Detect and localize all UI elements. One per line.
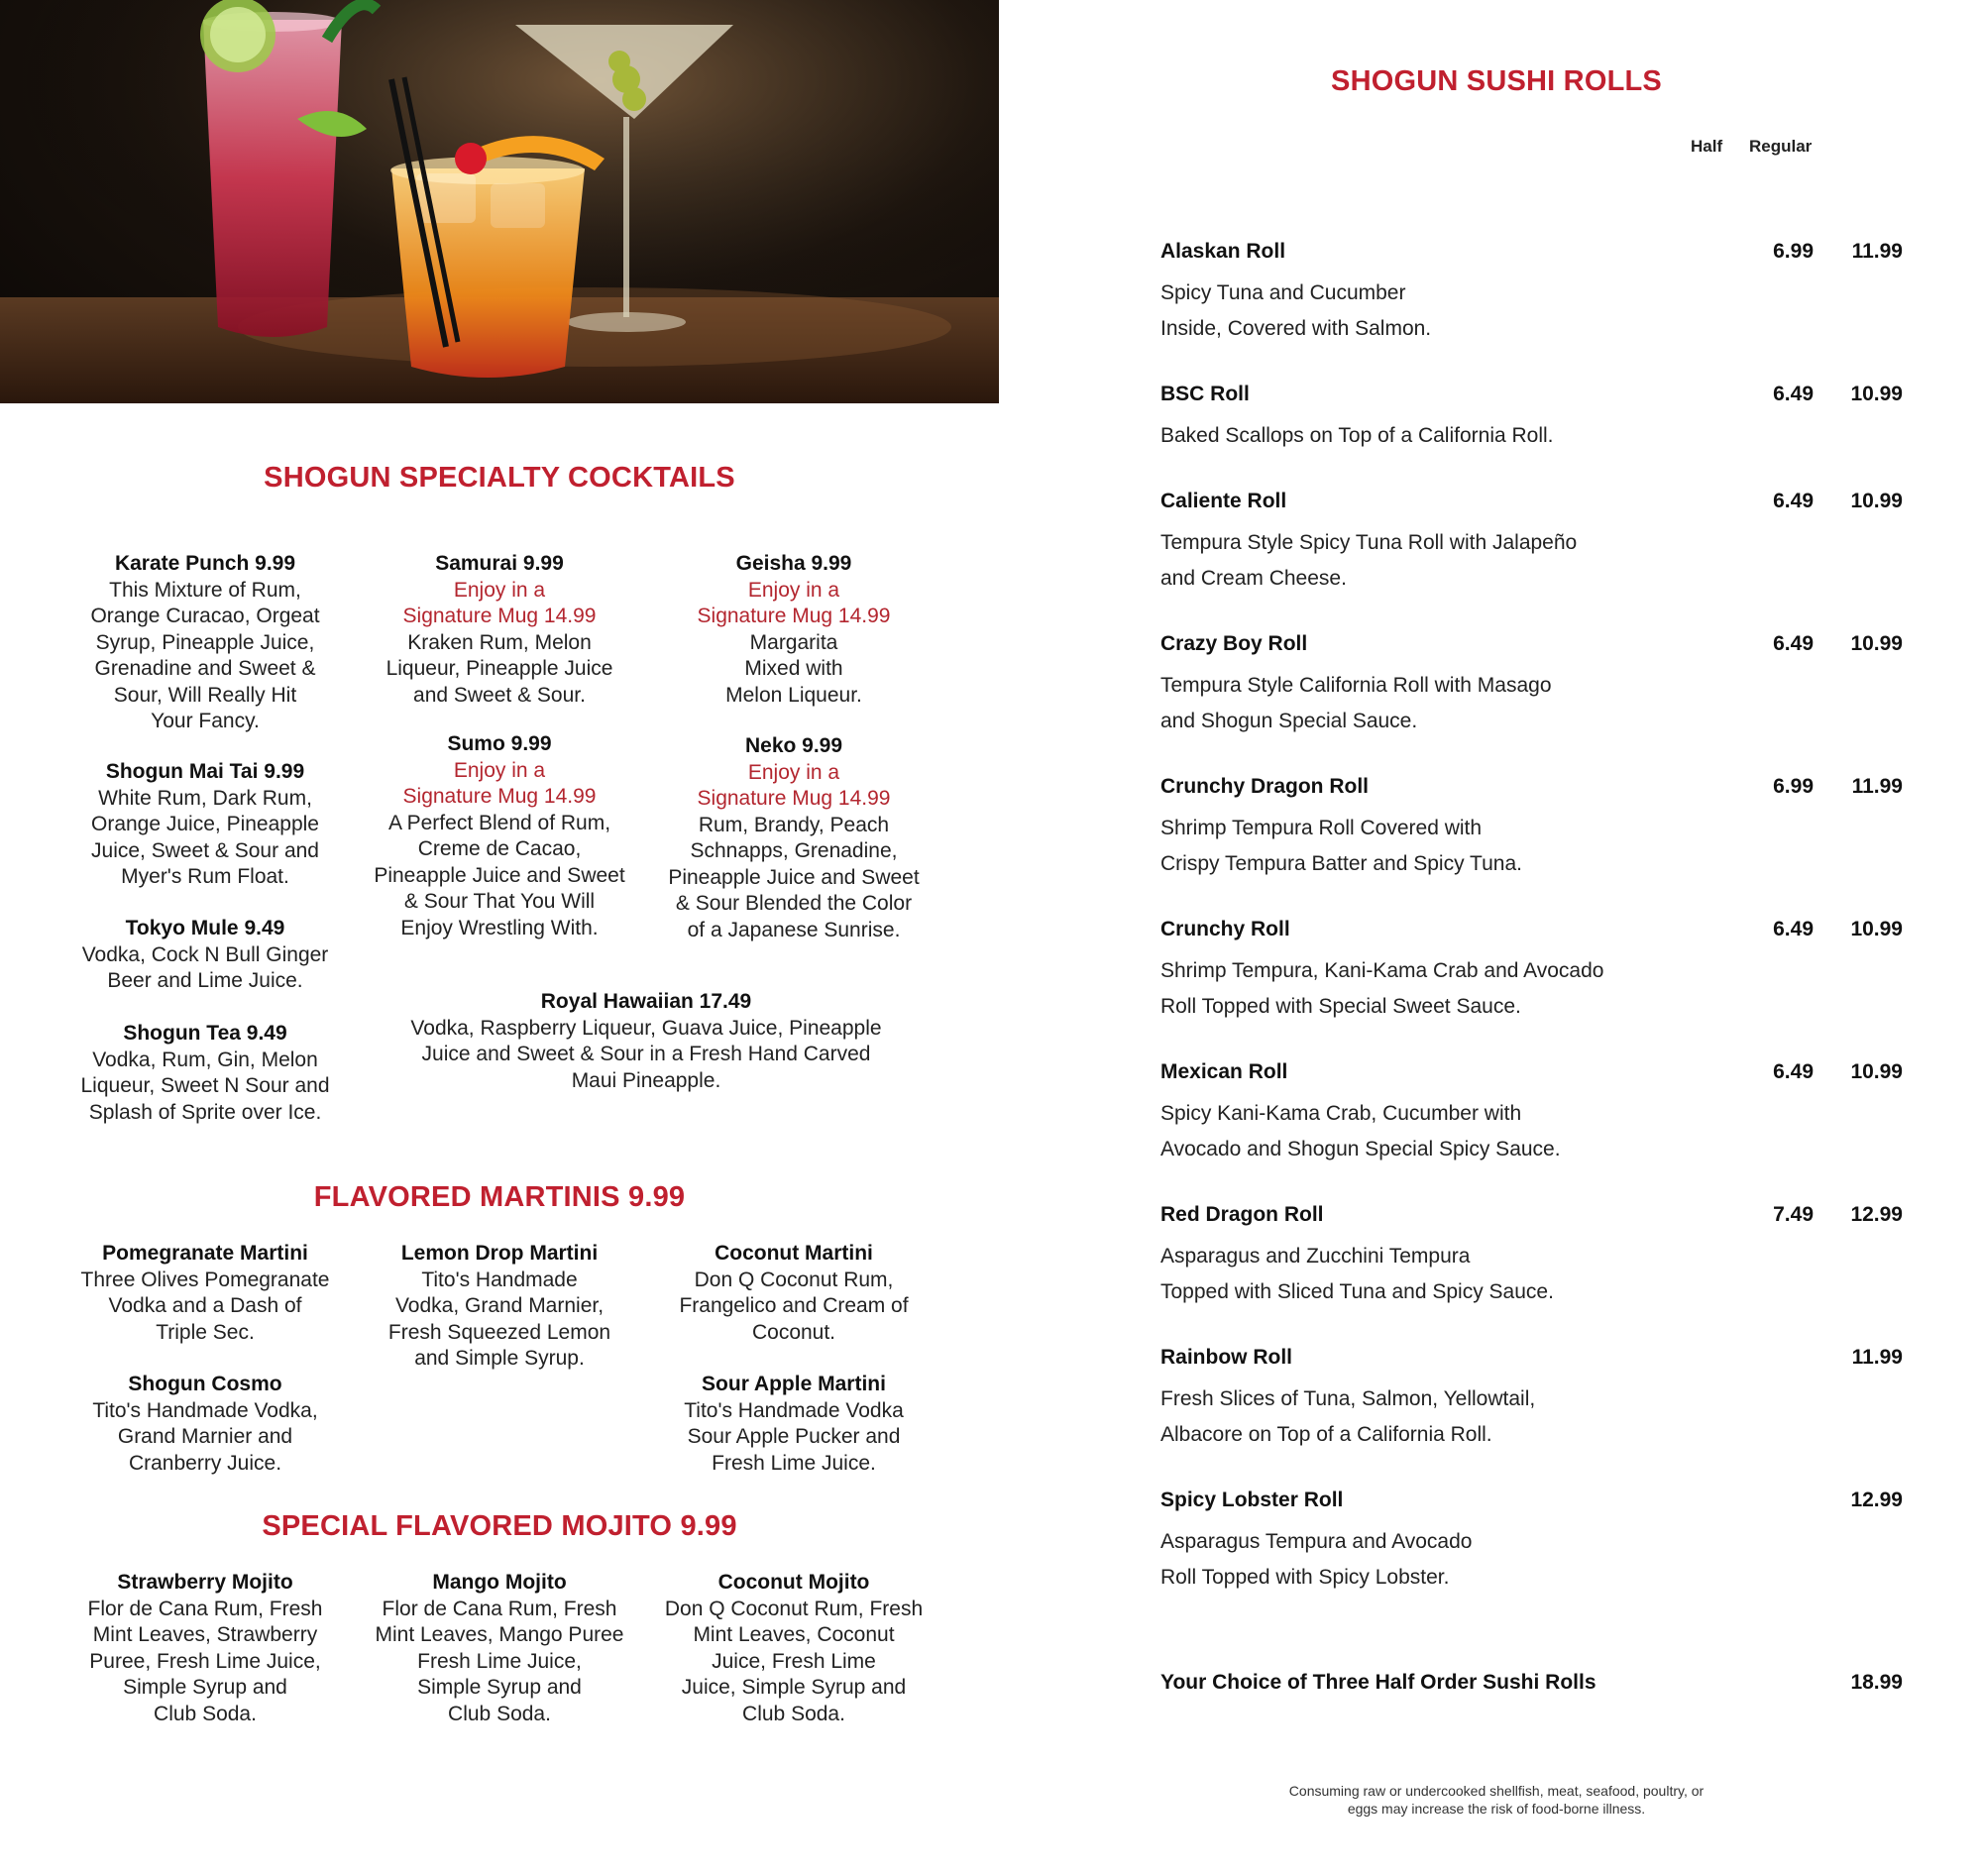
roll-regular-price: 12.99 (1850, 1489, 1903, 1511)
roll-description (1160, 1524, 1472, 1596)
cocktail-desc-line: This Mixture of Rum, (109, 578, 301, 602)
cocktail-desc-line: White Rum, Dark Rum, (98, 786, 312, 810)
cocktails-photo (0, 0, 999, 403)
sushi-heading: SHOGUN SUSHI ROLLS (1331, 65, 1662, 97)
roll-desc-line: and Cream Cheese. (1160, 567, 1347, 590)
roll-desc-line: Tempura Style Spicy Tuna Roll with Jalapeño (1160, 531, 1578, 554)
cocktail-name: Shogun Tea 9.49 (123, 1022, 287, 1045)
roll-desc-line: Shrimp Tempura, Kani-Kama Crab and Avocado (1160, 959, 1604, 982)
roll-desc-line: Baked Scallops on Top of a California Roll. (1160, 424, 1554, 447)
cocktail-name: Tokyo Mule 9.49 (125, 917, 285, 939)
cocktail-name: Neko 9.99 (744, 734, 843, 757)
cocktail-desc-line: & Sour That You Will (403, 890, 596, 913)
cocktail-desc-line: Vodka, Rum, Gin, Melon (92, 1048, 318, 1071)
signature-mug-offer: Signature Mug 14.99 (402, 785, 597, 808)
cocktail-name: Samurai 9.99 (435, 552, 564, 575)
disclaimer-line: eggs may increase the risk of food-borne illness. (1347, 1801, 1646, 1817)
cocktail-desc-line: Pineapple Juice and Sweet (374, 863, 625, 887)
mojito-desc-line: Flor de Cana Rum, Fresh (87, 1597, 323, 1620)
roll-name: BSC Roll (1160, 383, 1250, 405)
signature-mug-offer: Signature Mug 14.99 (697, 605, 891, 627)
cocktails-illustration (0, 0, 999, 403)
cocktail-desc-line: Orange Juice, Pineapple (91, 813, 319, 835)
food-safety-disclaimer (1239, 1782, 1754, 1818)
martini-name: Sour Apple Martini (702, 1373, 886, 1395)
roll-regular-price: 10.99 (1850, 383, 1903, 405)
roll-regular-price: 10.99 (1850, 918, 1903, 940)
roll-description (1160, 811, 1522, 882)
roll-description (1160, 525, 1577, 597)
cocktail-name: Geisha 9.99 (735, 552, 852, 575)
cocktails-heading: SHOGUN SPECIALTY COCKTAILS (264, 462, 735, 494)
cocktail-desc-line: Kraken Rum, Melon (407, 630, 592, 654)
cocktail-desc-line: Sour, Will Really Hit (113, 683, 297, 707)
mojito-desc-line: Don Q Coconut Rum, Fresh (664, 1597, 924, 1620)
cocktail-desc-line: Margarita (749, 630, 838, 654)
half-column-label: Half (1691, 137, 1723, 156)
mojito-coconut (655, 1570, 933, 1727)
roll-half-price: 6.99 (1773, 775, 1814, 798)
signature-mug-offer: Signature Mug 14.99 (697, 787, 891, 810)
martini-shogun-cosmo (66, 1372, 344, 1477)
cocktail-desc-line: & Sour Blended the Color (675, 892, 913, 915)
cocktail-desc-line: and Sweet & Sour. (413, 683, 586, 707)
martini-desc-line: Three Olives Pomegranate (80, 1268, 330, 1291)
martini-desc-line: Triple Sec. (156, 1320, 255, 1344)
martini-desc-line: Cranberry Juice. (128, 1451, 282, 1475)
mojito-desc-line: Flor de Cana Rum, Fresh (382, 1597, 617, 1620)
cocktail-desc-line: Grenadine and Sweet & (94, 657, 316, 680)
signature-mug-offer: Enjoy in a (453, 758, 546, 782)
roll-regular-price: 10.99 (1850, 632, 1903, 655)
roll-desc-line: Roll Topped with Spicy Lobster. (1160, 1566, 1450, 1589)
roll-name: Red Dragon Roll (1160, 1203, 1324, 1226)
roll-name: Crazy Boy Roll (1160, 632, 1308, 655)
cocktail-desc-line: Juice, Sweet & Sour and (91, 838, 319, 862)
martini-desc-line: Don Q Coconut Rum, (694, 1268, 894, 1291)
cocktail-desc-line: Splash of Sprite over Ice. (88, 1100, 322, 1124)
martini-desc-line: Frangelico and Cream of (679, 1294, 909, 1317)
roll-regular-price: 10.99 (1850, 1060, 1903, 1083)
mojitos-heading: SPECIAL FLAVORED MOJITO 9.99 (262, 1510, 737, 1542)
roll-description (1160, 1381, 1535, 1453)
martini-desc-line: Grand Marnier and (117, 1425, 293, 1448)
martinis-heading: FLAVORED MARTINIS 9.99 (313, 1181, 686, 1213)
roll-name: Rainbow Roll (1160, 1346, 1292, 1369)
cocktail-sumo (361, 731, 638, 941)
roll-half-price: 6.99 (1773, 240, 1814, 263)
roll-regular-price: 11.99 (1851, 240, 1903, 263)
cocktail-desc-line: Liqueur, Sweet N Sour and (80, 1074, 330, 1097)
cocktail-shogun-mai-tai (66, 759, 344, 891)
signature-mug-offer: Signature Mug 14.99 (402, 605, 597, 627)
martini-desc-line: Tito's Handmade (421, 1268, 578, 1291)
roll-desc-line: Roll Topped with Special Sweet Sauce. (1160, 995, 1521, 1018)
cocktail-name: Sumo 9.99 (447, 732, 552, 755)
mojito-desc-line: Club Soda. (154, 1702, 257, 1725)
mojito-desc-line: Juice, Simple Syrup and (681, 1676, 907, 1699)
cocktail-samurai (361, 551, 638, 709)
roll-description (1160, 668, 1552, 739)
roll-desc-line: Avocado and Shogun Special Spicy Sauce. (1160, 1138, 1561, 1160)
roll-description (1160, 418, 1554, 454)
three-half-rolls-combo: Your Choice of Three Half Order Sushi Rolls (1160, 1671, 1597, 1694)
roll-name: Alaskan Roll (1160, 240, 1286, 263)
roll-desc-line: Inside, Covered with Salmon. (1160, 317, 1432, 340)
cocktail-name: Karate Punch 9.99 (114, 552, 296, 575)
martini-desc-line: Tito's Handmade Vodka (684, 1398, 904, 1422)
roll-desc-line: Albacore on Top of a California Roll. (1160, 1423, 1492, 1446)
cocktail-name: Shogun Mai Tai 9.99 (105, 760, 305, 783)
cocktail-desc-line: Juice and Sweet & Sour in a Fresh Hand Carved (421, 1043, 871, 1065)
mojito-desc-line: Mint Leaves, Coconut (693, 1623, 895, 1646)
cocktail-karate-punch (66, 551, 344, 735)
cocktail-desc-line: of a Japanese Sunrise. (687, 918, 901, 941)
martini-desc-line: Vodka and a Dash of (108, 1294, 302, 1317)
roll-desc-line: Tempura Style California Roll with Masago (1160, 674, 1552, 697)
martini-coconut (655, 1241, 933, 1346)
martini-pomegranate (66, 1241, 344, 1346)
roll-name: Crunchy Dragon Roll (1160, 775, 1370, 798)
martini-desc-line: Coconut. (751, 1320, 836, 1344)
roll-half-price: 7.49 (1773, 1203, 1814, 1226)
mojito-desc-line: Juice, Fresh Lime (712, 1649, 876, 1673)
cocktail-desc-line: Syrup, Pineapple Juice, (95, 630, 315, 654)
mojito-desc-line: Mint Leaves, Strawberry (92, 1623, 318, 1646)
regular-column-label: Regular (1749, 137, 1813, 156)
martini-desc-line: Sour Apple Pucker and (687, 1425, 901, 1448)
cocktail-geisha (655, 551, 933, 709)
roll-description (1160, 953, 1603, 1025)
mojito-desc-line: Simple Syrup and (123, 1676, 287, 1699)
roll-half-price: 6.49 (1773, 1060, 1814, 1083)
roll-desc-line: Crispy Tempura Batter and Spicy Tuna. (1160, 852, 1522, 875)
roll-desc-line: Spicy Kani-Kama Crab, Cucumber with (1160, 1102, 1522, 1125)
roll-name: Crunchy Roll (1160, 918, 1290, 940)
martini-name: Pomegranate Martini (102, 1242, 308, 1265)
cocktail-tokyo-mule (66, 916, 344, 995)
roll-regular-price: 11.99 (1851, 1346, 1903, 1369)
martini-lemon-drop (361, 1241, 638, 1373)
disclaimer-line: Consuming raw or undercooked shellfish, meat, seafood, poultry, or (1288, 1783, 1705, 1799)
roll-desc-line: Fresh Slices of Tuna, Salmon, Yellowtail, (1160, 1387, 1536, 1410)
cocktail-desc-line: A Perfect Blend of Rum, (387, 811, 611, 834)
mojito-desc-line: Fresh Lime Juice, (417, 1649, 582, 1673)
roll-name: Mexican Roll (1160, 1060, 1288, 1083)
cocktail-desc-line: Liqueur, Pineapple Juice (385, 657, 613, 680)
martini-desc-line: Vodka, Grand Marnier, (394, 1294, 605, 1317)
roll-desc-line: Asparagus Tempura and Avocado (1160, 1530, 1473, 1553)
martini-name: Coconut Martini (715, 1242, 873, 1265)
roll-regular-price: 12.99 (1850, 1203, 1903, 1226)
roll-half-price: 6.49 (1773, 918, 1814, 940)
martini-desc-line: and Simple Syrup. (414, 1347, 585, 1370)
roll-regular-price: 10.99 (1850, 490, 1903, 512)
mojito-desc-line: Puree, Fresh Lime Juice, (89, 1649, 321, 1673)
cocktail-desc-line: Enjoy Wrestling With. (400, 916, 599, 939)
martini-desc-line: Fresh Squeezed Lemon (387, 1320, 611, 1344)
signature-mug-offer: Enjoy in a (453, 578, 546, 602)
mojito-strawberry (66, 1570, 344, 1727)
roll-half-price: 6.49 (1773, 383, 1814, 405)
cocktail-desc-line: Vodka, Raspberry Liqueur, Guava Juice, Pineapple (410, 1016, 882, 1040)
cocktail-desc-line: Creme de Cacao, (417, 837, 582, 860)
cocktail-desc-line: Melon Liqueur. (725, 683, 862, 707)
mojito-name: Strawberry Mojito (117, 1571, 293, 1594)
cocktail-desc-line: Beer and Lime Juice. (107, 969, 303, 992)
martini-name: Lemon Drop Martini (400, 1242, 599, 1265)
mojito-desc-line: Mint Leaves, Mango Puree (375, 1623, 624, 1646)
cocktail-desc-line: Schnapps, Grenadine, (690, 839, 898, 862)
mojito-name: Mango Mojito (432, 1571, 567, 1594)
cocktail-name: Royal Hawaiian 17.49 (540, 990, 752, 1013)
roll-half-price: 6.49 (1773, 632, 1814, 655)
signature-mug-offer: Enjoy in a (747, 760, 840, 784)
roll-half-price: 6.49 (1773, 490, 1814, 512)
roll-description (1160, 276, 1431, 347)
roll-desc-line: Spicy Tuna and Cucumber (1160, 281, 1406, 304)
cocktail-neko (655, 733, 933, 943)
mojito-desc-line: Club Soda. (742, 1702, 845, 1725)
combo-price: 18.99 (1850, 1671, 1903, 1694)
roll-regular-price: 11.99 (1851, 775, 1903, 798)
cocktail-desc-line: Maui Pineapple. (571, 1068, 721, 1092)
martini-desc-line: Tito's Handmade Vodka, (92, 1398, 318, 1422)
mojito-desc-line: Simple Syrup and (417, 1676, 582, 1699)
cocktail-desc-line: Myer's Rum Float. (121, 865, 289, 888)
cocktail-desc-line: Vodka, Cock N Bull Ginger (81, 942, 329, 966)
roll-desc-line: and Shogun Special Sauce. (1160, 710, 1418, 732)
cocktail-desc-line: Rum, Brandy, Peach (698, 813, 890, 836)
cocktail-desc-line: Mixed with (744, 657, 843, 680)
cocktail-shogun-tea (66, 1021, 344, 1126)
martini-sour-apple (655, 1372, 933, 1477)
cocktail-desc-line: Pineapple Juice and Sweet (668, 865, 920, 889)
mojito-desc-line: Club Soda. (448, 1702, 551, 1725)
roll-name: Caliente Roll (1160, 490, 1287, 512)
roll-description (1160, 1239, 1554, 1310)
roll-description (1160, 1096, 1561, 1167)
mojito-mango (361, 1570, 638, 1727)
cocktail-desc-line: Orange Curacao, Orgeat (90, 605, 320, 627)
cocktail-desc-line: Your Fancy. (151, 710, 260, 732)
roll-name: Spicy Lobster Roll (1160, 1489, 1344, 1511)
roll-desc-line: Topped with Sliced Tuna and Spicy Sauce. (1160, 1280, 1554, 1303)
cocktail-royal-hawaiian (369, 989, 924, 1094)
roll-desc-line: Asparagus and Zucchini Tempura (1160, 1245, 1471, 1268)
roll-desc-line: Shrimp Tempura Roll Covered with (1160, 817, 1483, 839)
signature-mug-offer: Enjoy in a (747, 578, 840, 602)
martini-name: Shogun Cosmo (128, 1373, 282, 1395)
martini-desc-line: Fresh Lime Juice. (712, 1451, 876, 1475)
mojito-name: Coconut Mojito (717, 1571, 870, 1594)
